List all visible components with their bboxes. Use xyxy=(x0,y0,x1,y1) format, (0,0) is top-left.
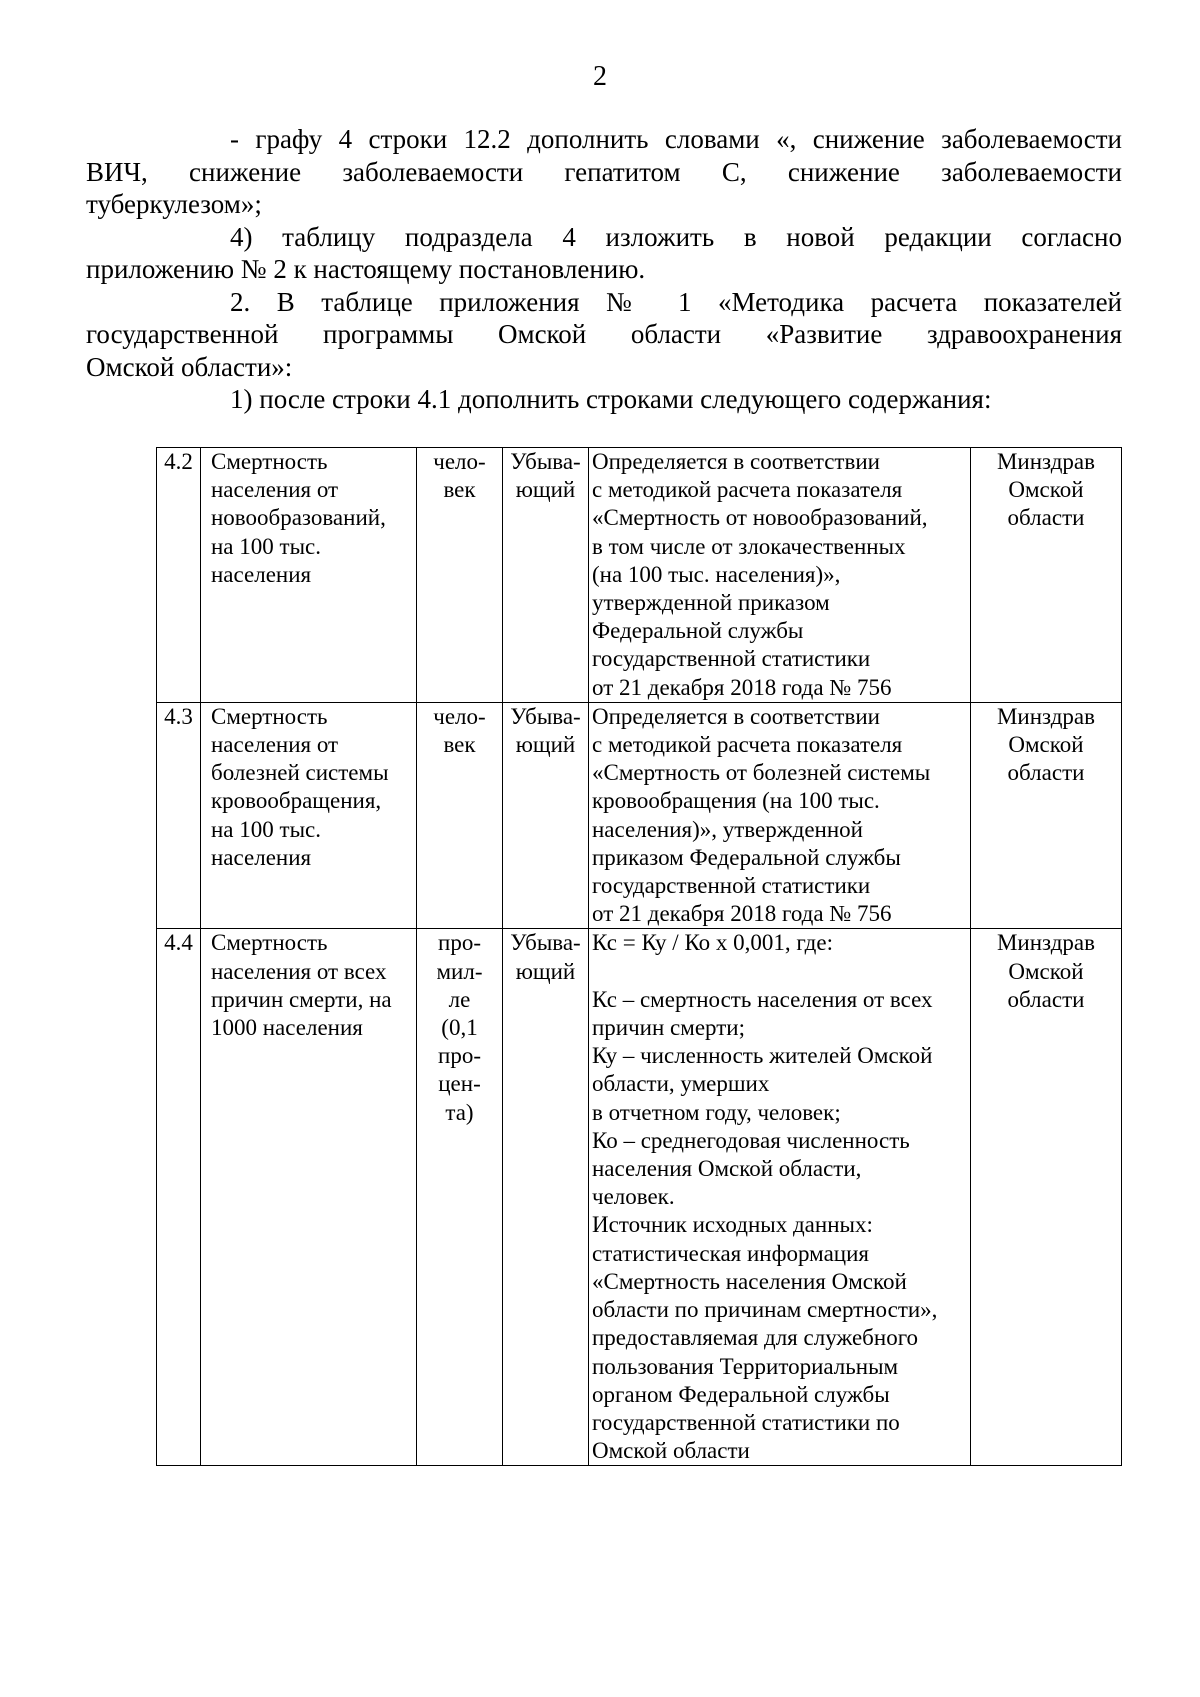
indicator-name-line: причин смерти, на xyxy=(211,986,392,1012)
indicator-name-cell xyxy=(201,448,417,703)
paragraph-line: 4) таблицу подраздела 4 изложить в новой редакции согласно xyxy=(230,221,1122,252)
paragraph-line: ВИЧ, снижение заболеваемости гепатитом С, снижение заболеваемости xyxy=(86,156,1122,187)
paragraph-item-2 xyxy=(86,286,1122,384)
calculation-method-line: государственной статистики xyxy=(592,646,871,672)
calculation-method-line: (на 100 тыс. населения)», xyxy=(592,561,841,587)
row-number-cell xyxy=(157,448,201,703)
indicator-name-line: населения от xyxy=(211,732,339,758)
paragraph-subitem-1 xyxy=(158,383,1122,416)
calculation-method-line: «Смертность от новообразований, xyxy=(592,505,928,531)
row-number-cell xyxy=(157,929,201,1466)
calculation-method-line: области по причинам смертности», xyxy=(592,1297,938,1323)
calculation-method-line: «Смертность населения Омской xyxy=(592,1268,907,1294)
responsible-body-line: Омской xyxy=(1008,477,1084,503)
unit-of-measure-line: про- xyxy=(438,930,481,956)
trend-cell xyxy=(503,448,589,703)
unit-of-measure-line: ле xyxy=(448,986,471,1012)
responsible-body-line: Омской xyxy=(1008,958,1084,984)
unit-of-measure-line: век xyxy=(443,732,476,758)
indicator-name-line: новообразований, xyxy=(211,505,386,531)
row-number: 4.3 xyxy=(164,703,193,729)
table-row xyxy=(157,448,1122,703)
paragraph-line: приложению № 2 к настоящему постановлению. xyxy=(86,254,646,284)
unit-of-measure-line: (0,1 xyxy=(441,1015,478,1041)
responsible-body-line: Омской xyxy=(1008,732,1084,758)
indicator-name-line: 1000 населения xyxy=(211,1015,363,1041)
calculation-method-line: статистическая информация xyxy=(592,1240,869,1266)
body-text xyxy=(86,123,1122,416)
responsible-body-line: области xyxy=(1007,760,1085,786)
calculation-method-line: Определяется в соответствии xyxy=(592,449,880,474)
unit-of-measure-cell xyxy=(417,702,503,929)
trend-cell xyxy=(503,702,589,929)
unit-of-measure-line: про- xyxy=(438,1043,481,1069)
calculation-method-line: приказом Федеральной службы xyxy=(592,844,901,870)
calculation-method-line: Омской области xyxy=(592,1438,750,1464)
calculation-method-line: населения Омской области, xyxy=(592,1156,862,1182)
unit-of-measure-cell xyxy=(417,929,503,1466)
responsible-body-cell xyxy=(971,929,1122,1466)
indicator-name-line: населения от xyxy=(211,477,339,503)
calculation-method-line: Кс – смертность населения от всех xyxy=(592,986,933,1012)
page-number: 2 xyxy=(593,61,607,92)
indicator-name-line: Смертность xyxy=(211,703,328,729)
indicator-name-line: на 100 тыс. xyxy=(211,533,321,559)
indicator-name-line: Смертность xyxy=(211,449,328,474)
paragraph-line: Омской области»: xyxy=(86,351,293,382)
calculation-method-line: пользования Территориальным xyxy=(592,1353,899,1379)
indicator-name-cell xyxy=(201,702,417,929)
calculation-method-line: Ко – среднегодовая численность xyxy=(592,1127,910,1153)
calculation-method-line: населения)», утвержденной xyxy=(592,816,863,842)
calculation-method-line: с методикой расчета показателя xyxy=(592,477,903,503)
indicator-name-line: населения xyxy=(211,561,312,587)
trend-line: Убыва- xyxy=(510,449,581,474)
responsible-body-cell xyxy=(971,702,1122,929)
responsible-body-line: области xyxy=(1007,505,1085,531)
indicators-table xyxy=(156,447,1122,1466)
calculation-method-cell xyxy=(589,929,971,1466)
calculation-method-line: человек. xyxy=(592,1184,675,1210)
calculation-method-line: органом Федеральной службы xyxy=(592,1381,890,1407)
unit-of-measure-line: та) xyxy=(445,1099,474,1125)
trend-line: ющий xyxy=(515,732,576,758)
trend-line: ющий xyxy=(515,958,576,984)
calculation-method-line: с методикой расчета показателя xyxy=(592,732,903,758)
calculation-method-line: Федеральной службы xyxy=(592,618,804,644)
responsible-body-line: Минздрав xyxy=(996,703,1095,729)
indicator-name-line: кровообращения, xyxy=(211,788,382,814)
calculation-method-line: кровообращения (на 100 тыс. xyxy=(592,788,880,814)
calculation-method-line: причин смерти; xyxy=(592,1015,745,1041)
paragraph-line: 1) после строки 4.1 дополнить строками следующего содержания: xyxy=(230,384,992,414)
paragraph-line: - графу 4 строки 12.2 дополнить словами «, снижение заболеваемости xyxy=(230,124,1122,154)
calculation-method-line: в том числе от злокачественных xyxy=(592,533,906,559)
paragraph-line: 2. В таблице приложения № 1 «Методика расчета показателей xyxy=(230,286,1122,317)
paragraph-line: государственной программы Омской области «Развитие здравоохранения xyxy=(86,319,1122,349)
indicator-name-line: населения от всех xyxy=(211,958,387,984)
calculation-method-line: утвержденной приказом xyxy=(592,590,830,616)
row-number: 4.2 xyxy=(164,449,193,474)
calculation-method-line: в отчетном году, человек; xyxy=(592,1099,841,1125)
calculation-method-line: от 21 декабря 2018 года № 756 xyxy=(592,674,892,700)
trend-line: Убыва- xyxy=(510,930,581,956)
indicator-name-cell xyxy=(201,929,417,1466)
calculation-method-line: Источник исходных данных: xyxy=(592,1212,873,1238)
calculation-method-line: Определяется в соответствии xyxy=(592,703,880,729)
calculation-method-line: предоставляемая для служебного xyxy=(592,1325,919,1351)
calculation-method-line: государственной статистики xyxy=(592,873,871,899)
responsible-body-cell xyxy=(971,448,1122,703)
indicator-name-line: Смертность xyxy=(211,930,328,956)
responsible-body-line: Минздрав xyxy=(996,449,1095,474)
trend-line: Убыва- xyxy=(510,703,581,729)
responsible-body-line: Минздрав xyxy=(996,930,1095,956)
unit-of-measure-line: мил- xyxy=(436,958,483,984)
unit-of-measure-line: чело- xyxy=(433,703,486,729)
calculation-method-line: области, умерших xyxy=(592,1071,770,1097)
trend-cell xyxy=(503,929,589,1466)
paragraph-graph-4 xyxy=(86,123,1122,221)
unit-of-measure-line: век xyxy=(443,477,476,503)
unit-of-measure-line: чело- xyxy=(433,449,486,474)
calculation-method-line: Кс = Ку / Ко х 0,001, где: xyxy=(592,930,833,956)
paragraph-item-4 xyxy=(86,221,1122,286)
indicator-name-line: населения xyxy=(211,844,312,870)
unit-of-measure-line: цен- xyxy=(438,1071,481,1097)
unit-of-measure-cell xyxy=(417,448,503,703)
calculation-method-cell xyxy=(589,448,971,703)
trend-line: ющий xyxy=(515,477,576,503)
paragraph-line: туберкулезом»; xyxy=(86,189,262,219)
calculation-method-line: государственной статистики по xyxy=(592,1409,900,1435)
responsible-body-line: области xyxy=(1007,986,1085,1012)
table-row xyxy=(157,929,1122,1466)
calculation-method-line xyxy=(592,958,967,986)
calculation-method-line: от 21 декабря 2018 года № 756 xyxy=(592,901,892,927)
indicator-name-line: болезней системы xyxy=(211,760,389,786)
table-row xyxy=(157,702,1122,929)
calculation-method-line: Ку – численность жителей Омской xyxy=(592,1043,933,1069)
calculation-method-line: «Смертность от болезней системы xyxy=(592,760,931,786)
indicator-name-line: на 100 тыс. xyxy=(211,816,321,842)
row-number-cell xyxy=(157,702,201,929)
row-number: 4.4 xyxy=(164,930,193,956)
calculation-method-cell xyxy=(589,702,971,929)
